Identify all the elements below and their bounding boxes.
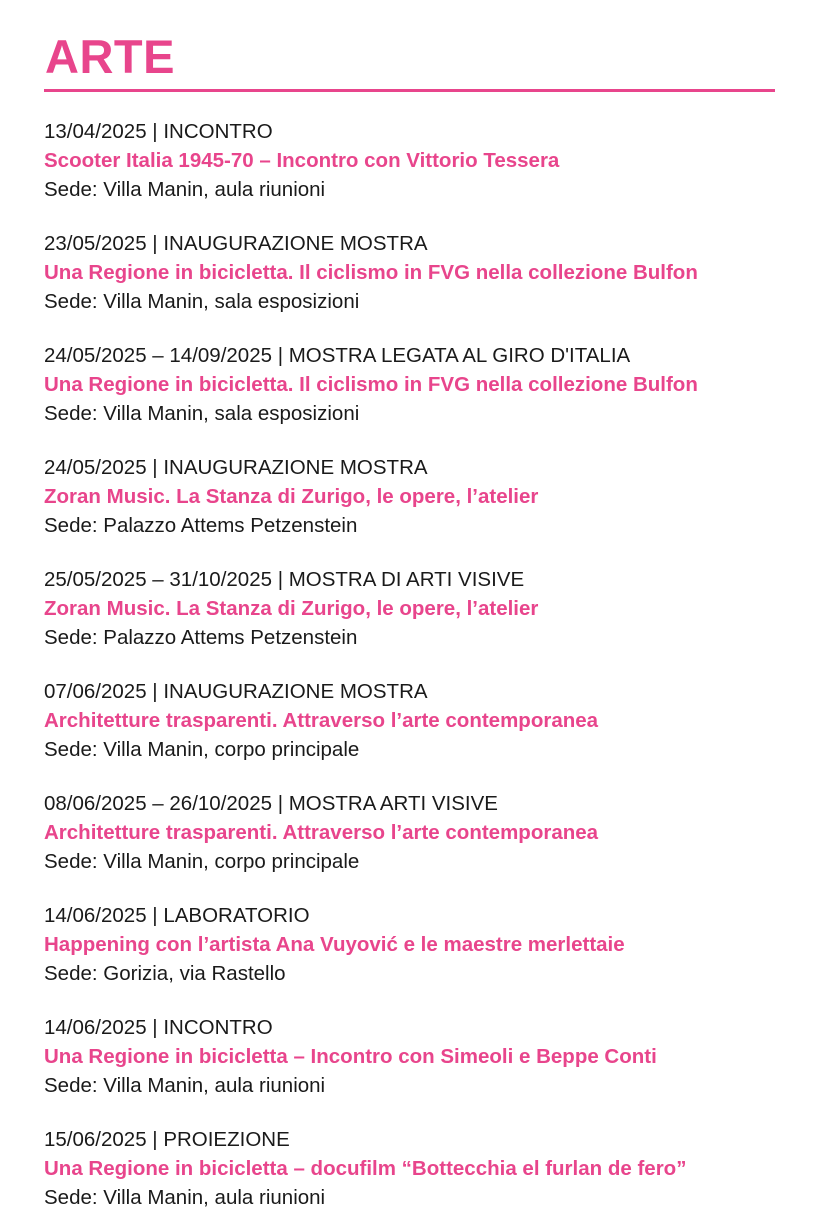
event-venue: Sede: Villa Manin, corpo principale xyxy=(44,738,360,761)
event-title: Architetture trasparenti. Attraverso l’arte contemporanea xyxy=(44,821,599,844)
event-venue: Sede: Villa Manin, aula riunioni xyxy=(44,1074,326,1097)
event-date-category: 24/05/2025 | INAUGURAZIONE MOSTRA xyxy=(44,456,428,479)
event-date-category: 23/05/2025 | INAUGURAZIONE MOSTRA xyxy=(44,232,428,255)
event-title: Una Regione in bicicletta. Il ciclismo in FVG nella collezione Bulfon xyxy=(44,261,698,284)
event-venue: Sede: Villa Manin, aula riunioni xyxy=(44,1186,326,1209)
event-title: Scooter Italia 1945-70 – Incontro con Vittorio Tessera xyxy=(44,149,560,172)
event-date-category: 13/04/2025 | INCONTRO xyxy=(44,120,273,143)
event-entry xyxy=(44,229,775,316)
event-date-category: 14/06/2025 | LABORATORIO xyxy=(44,904,310,927)
event-entry xyxy=(44,565,775,652)
event-venue: Sede: Palazzo Attems Petzenstein xyxy=(44,514,358,537)
event-title: Una Regione in bicicletta. Il ciclismo in FVG nella collezione Bulfon xyxy=(44,373,698,396)
event-title: Una Regione in bicicletta – Incontro con Simeoli e Beppe Conti xyxy=(44,1045,657,1068)
event-list xyxy=(44,117,775,1212)
event-title: Zoran Music. La Stanza di Zurigo, le opere, l’atelier xyxy=(44,485,539,508)
event-venue: Sede: Villa Manin, corpo principale xyxy=(44,850,360,873)
event-date-category: 25/05/2025 – 31/10/2025 | MOSTRA DI ARTI VISIVE xyxy=(44,568,525,591)
event-entry xyxy=(44,677,775,764)
event-entry xyxy=(44,789,775,876)
event-date-category: 24/05/2025 – 14/09/2025 | MOSTRA LEGATA AL GIRO D'ITALIA xyxy=(44,344,631,367)
event-date-category: 07/06/2025 | INAUGURAZIONE MOSTRA xyxy=(44,680,428,703)
event-date-category: 15/06/2025 | PROIEZIONE xyxy=(44,1128,290,1151)
event-date-category: 08/06/2025 – 26/10/2025 | MOSTRA ARTI VISIVE xyxy=(44,792,498,815)
event-venue: Sede: Villa Manin, sala esposizioni xyxy=(44,290,360,313)
event-entry xyxy=(44,901,775,988)
title-divider xyxy=(44,89,775,92)
event-entry xyxy=(44,117,775,204)
page-title: ARTE xyxy=(45,30,175,83)
event-title: Zoran Music. La Stanza di Zurigo, le opere, l’atelier xyxy=(44,597,539,620)
event-entry xyxy=(44,1013,775,1100)
event-venue: Sede: Villa Manin, aula riunioni xyxy=(44,178,326,201)
event-title: Architetture trasparenti. Attraverso l’arte contemporanea xyxy=(44,709,599,732)
event-entry xyxy=(44,1125,775,1212)
event-date-category: 14/06/2025 | INCONTRO xyxy=(44,1016,273,1039)
event-title: Happening con l’artista Ana Vuyović e le maestre merlettaie xyxy=(44,933,625,956)
event-entry xyxy=(44,341,775,428)
event-venue: Sede: Gorizia, via Rastello xyxy=(44,962,286,985)
event-venue: Sede: Palazzo Attems Petzenstein xyxy=(44,626,358,649)
event-title: Una Regione in bicicletta – docufilm “Bottecchia el furlan de fero” xyxy=(44,1157,687,1180)
section-header xyxy=(44,0,775,92)
event-venue: Sede: Villa Manin, sala esposizioni xyxy=(44,402,360,425)
event-entry xyxy=(44,453,775,540)
